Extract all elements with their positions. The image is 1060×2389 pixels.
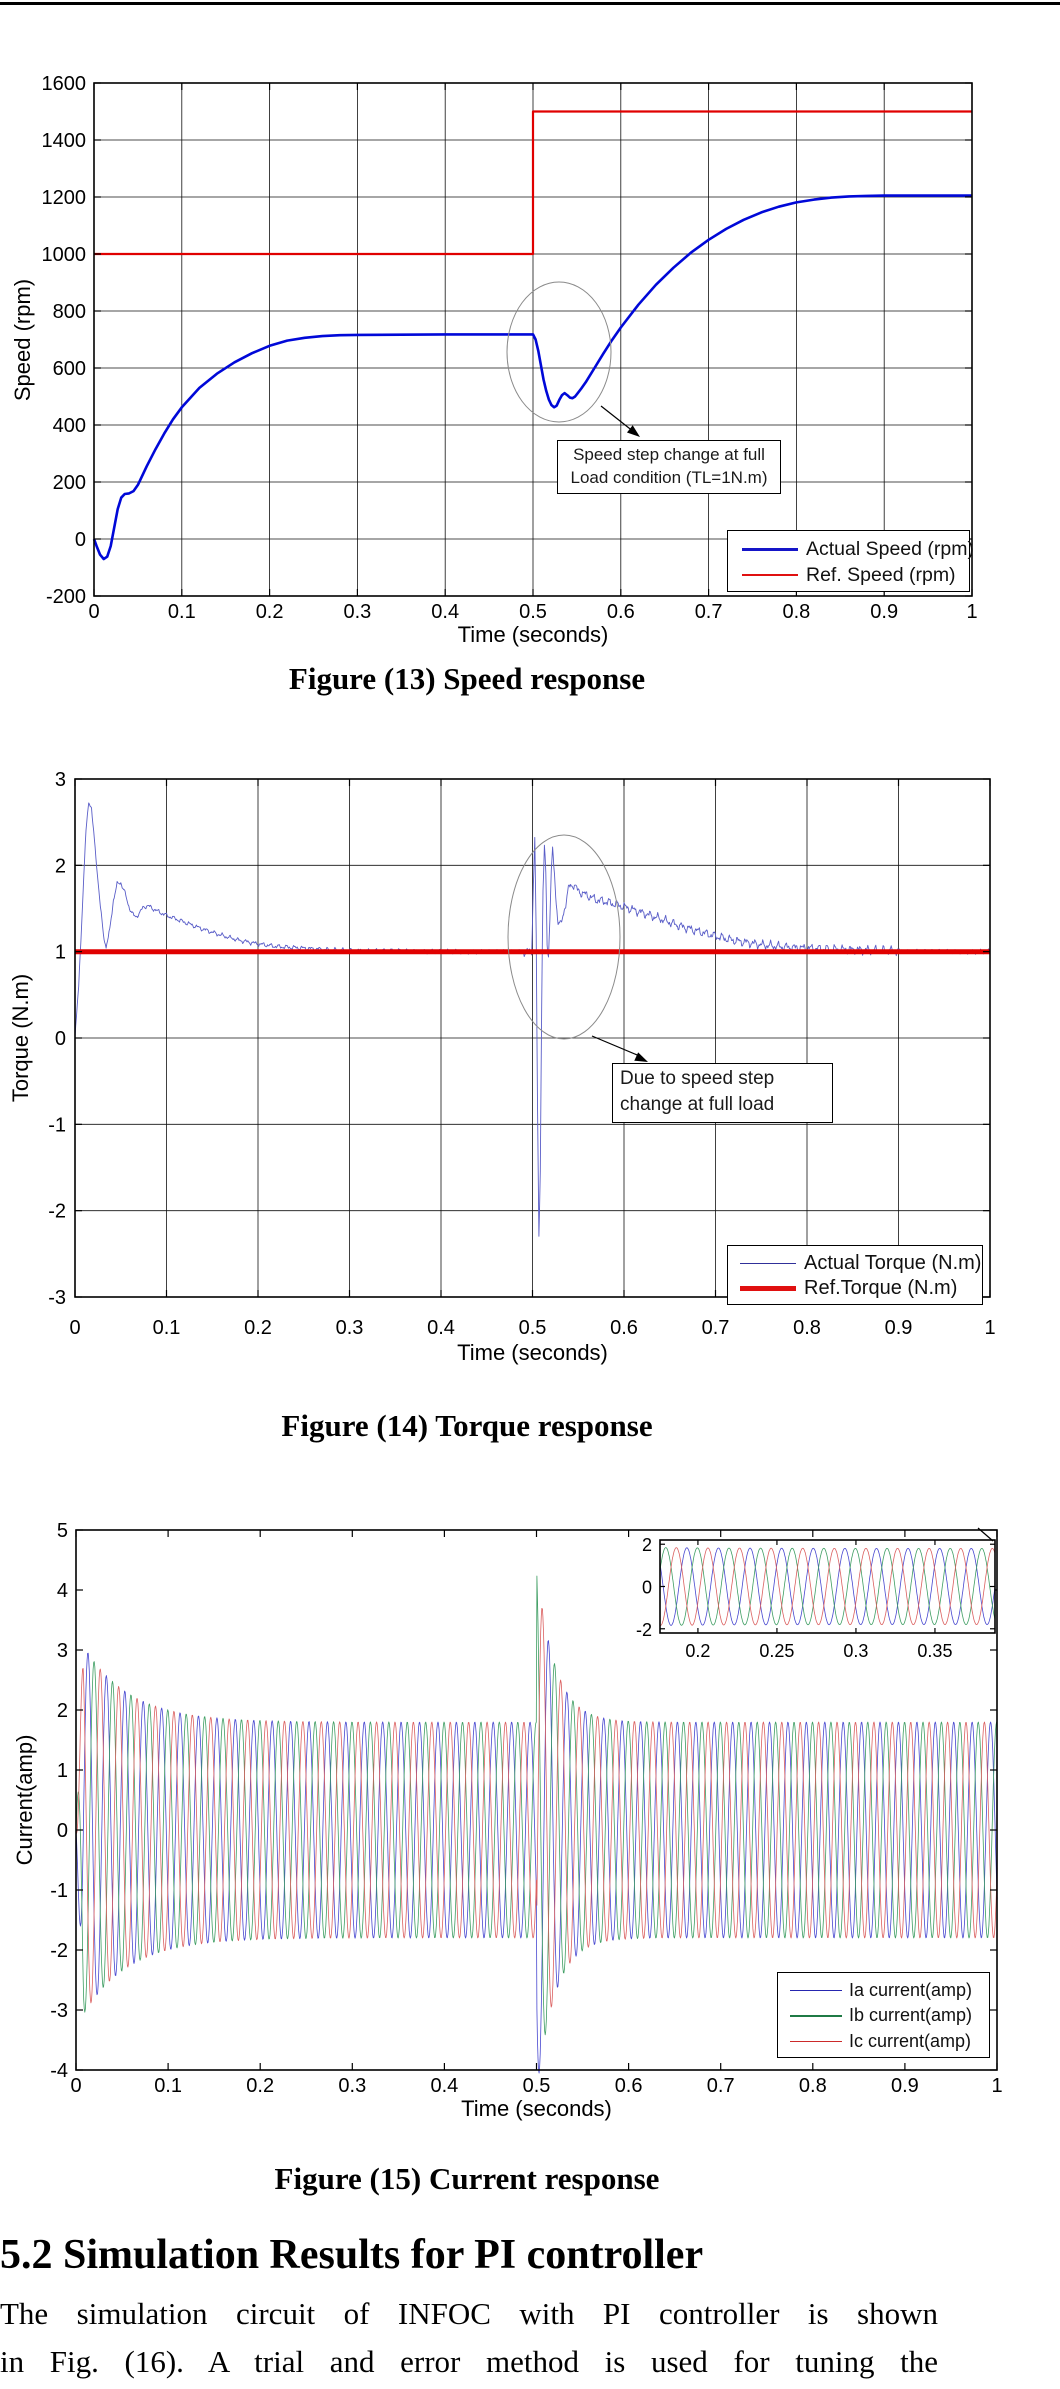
y-tick-label: -2 (50, 1940, 68, 1962)
y-tick-label: 3 (56, 1640, 68, 1662)
y-tick-label: -3 (48, 1287, 66, 1309)
y-tick-label: 1400 (41, 130, 86, 152)
top-rule (0, 2, 1060, 5)
legend-entry (728, 537, 974, 563)
x-tick-label: 0.3 (338, 2075, 367, 2097)
x-tick-label: 0.5 (522, 2075, 551, 2097)
x-tick-label: 0.6 (606, 601, 635, 623)
y-tick-label: 5 (56, 1520, 68, 1542)
x-tick-label: 0.8 (793, 1317, 821, 1339)
y-tick-label: 1 (54, 941, 66, 964)
x-tick-label: 0.2 (244, 1317, 272, 1339)
annotation-line: change at full load (620, 1094, 775, 1116)
x-tick-label: 0.7 (706, 2075, 735, 2097)
x-tick-label: 0.25 (759, 1641, 795, 1661)
y-tick-label: 1000 (41, 244, 86, 266)
y-tick-label: -3 (50, 2000, 68, 2022)
annotation-line: Load condition (TL=1N.m) (570, 468, 768, 488)
annotation-line: Speed step change at full (573, 445, 765, 464)
legend-entry (728, 1251, 982, 1276)
legend-entry-label: Ref.Torque (N.m) (804, 1277, 958, 1299)
x-tick-label: 0.1 (154, 2075, 183, 2097)
y-tick-label: 0 (641, 1577, 652, 1598)
x-tick-label: 0.7 (694, 601, 723, 623)
x-tick-label: 0.6 (610, 1317, 638, 1339)
x-tick-label: 0.3 (343, 601, 372, 623)
x-tick-label: 0.6 (614, 2075, 643, 2097)
legend-line-sample (740, 1286, 796, 1291)
legend-entry (778, 1978, 989, 2003)
y-tick-label: -1 (48, 1114, 66, 1137)
x-tick-label: 0.1 (167, 601, 196, 623)
x-tick-label: 0 (88, 601, 100, 623)
legend-line-sample (790, 1990, 842, 1992)
figure-13-caption: Figure (13) Speed response (288, 661, 646, 696)
current-legend (777, 1972, 990, 2058)
x-tick-label: 0 (69, 1317, 81, 1339)
section-body (0, 2290, 938, 2386)
x-tick-label: 0.8 (782, 601, 811, 623)
x-axis-label: Time (seconds) (457, 622, 609, 647)
legend-line-sample (742, 574, 798, 576)
y-tick-label: 800 (52, 301, 86, 323)
x-tick-label: 0.5 (519, 601, 547, 623)
legend-entry-label: Ia current(amp) (849, 1980, 973, 2001)
y-tick-label: 2 (641, 1535, 652, 1556)
annotation-line: Due to speed step (620, 1068, 775, 1089)
x-tick-label: 0.4 (431, 601, 460, 623)
y-tick-label: 0 (74, 529, 86, 551)
legend-line-sample (740, 1263, 796, 1265)
y-tick-label: 0 (54, 1028, 66, 1050)
legend-entry-label: Ic current(amp) (849, 2030, 972, 2051)
y-axis-label: Torque (N.m) (8, 973, 33, 1103)
x-tick-label: 0.9 (884, 1317, 913, 1339)
legend-entry (778, 2003, 989, 2028)
x-tick-label: 1 (984, 1317, 996, 1339)
y-tick-label: 600 (52, 358, 86, 380)
x-tick-label: 0.1 (152, 1317, 181, 1339)
legend-entry (728, 1276, 982, 1301)
y-tick-label: 400 (52, 415, 86, 437)
x-tick-label: 0.9 (870, 601, 899, 623)
y-tick-label: -200 (45, 586, 86, 608)
y-tick-label: -2 (48, 1200, 66, 1223)
legend-entry-label: Ib current(amp) (849, 2005, 973, 2026)
legend-line-sample (742, 548, 798, 551)
speed-legend (727, 530, 974, 592)
annotation-torque-step (612, 1063, 833, 1123)
body-line: The simulation circuit of INFOC with PI controller is shown (0, 2296, 938, 2331)
x-tick-label: 0.2 (685, 1641, 711, 1661)
y-axis-label: Speed (rpm) (10, 278, 35, 402)
x-axis-label: Time (seconds) (461, 2096, 612, 2121)
x-tick-label: 1 (991, 2075, 1003, 2097)
legend-entry-label: Actual Torque (N.m) (804, 1252, 982, 1274)
y-tick-label: 2 (56, 1700, 68, 1722)
legend-entry-label: Ref. Speed (rpm) (806, 563, 956, 586)
y-tick-label: -2 (635, 1619, 652, 1640)
x-tick-label: 0 (70, 2075, 82, 2097)
y-tick-label: 1600 (41, 73, 86, 95)
figure-15-caption: Figure (15) Current response (274, 2161, 660, 2196)
x-tick-label: 0.35 (917, 1641, 953, 1661)
x-tick-label: 1 (966, 601, 978, 623)
y-tick-label: 4 (56, 1580, 68, 1602)
y-tick-label: 200 (52, 472, 86, 494)
x-tick-label: 0.5 (518, 1317, 547, 1339)
annotation-speed-step (557, 440, 781, 494)
y-tick-label: -1 (50, 1880, 68, 1902)
x-tick-label: 0.9 (890, 2075, 919, 2097)
torque-legend (727, 1245, 983, 1305)
y-tick-label: 2 (54, 855, 66, 878)
legend-entry (728, 563, 969, 589)
y-tick-label: 3 (54, 769, 66, 791)
x-axis-label: Time (seconds) (457, 1340, 608, 1365)
section-heading: 5.2 Simulation Results for PI controller (0, 2232, 704, 2278)
y-tick-label: 1200 (41, 187, 86, 209)
legend-entry (778, 2029, 989, 2054)
x-tick-label: 0.2 (246, 2075, 275, 2097)
x-tick-label: 0.3 (843, 1641, 869, 1661)
x-tick-label: 0.2 (255, 601, 284, 623)
x-tick-label: 0.7 (701, 1317, 730, 1339)
y-tick-label: -4 (50, 2060, 68, 2082)
legend-line-sample (790, 2015, 842, 2017)
figure-14-caption: Figure (14) Torque response (281, 1408, 653, 1443)
legend-line-sample (790, 2041, 842, 2043)
x-tick-label: 0.3 (335, 1317, 364, 1339)
y-tick-label: 0 (56, 1820, 68, 1842)
body-line: in Fig. (16). A trial and error method is used for tuning the (0, 2344, 938, 2379)
x-tick-label: 0.4 (430, 2075, 459, 2097)
y-axis-label: Current(amp) (12, 1734, 37, 1866)
x-tick-label: 0.8 (798, 2075, 827, 2097)
x-tick-label: 0.4 (427, 1317, 455, 1339)
legend-entry-label: Actual Speed (rpm) (806, 538, 974, 561)
y-tick-label: 1 (56, 1760, 68, 1782)
